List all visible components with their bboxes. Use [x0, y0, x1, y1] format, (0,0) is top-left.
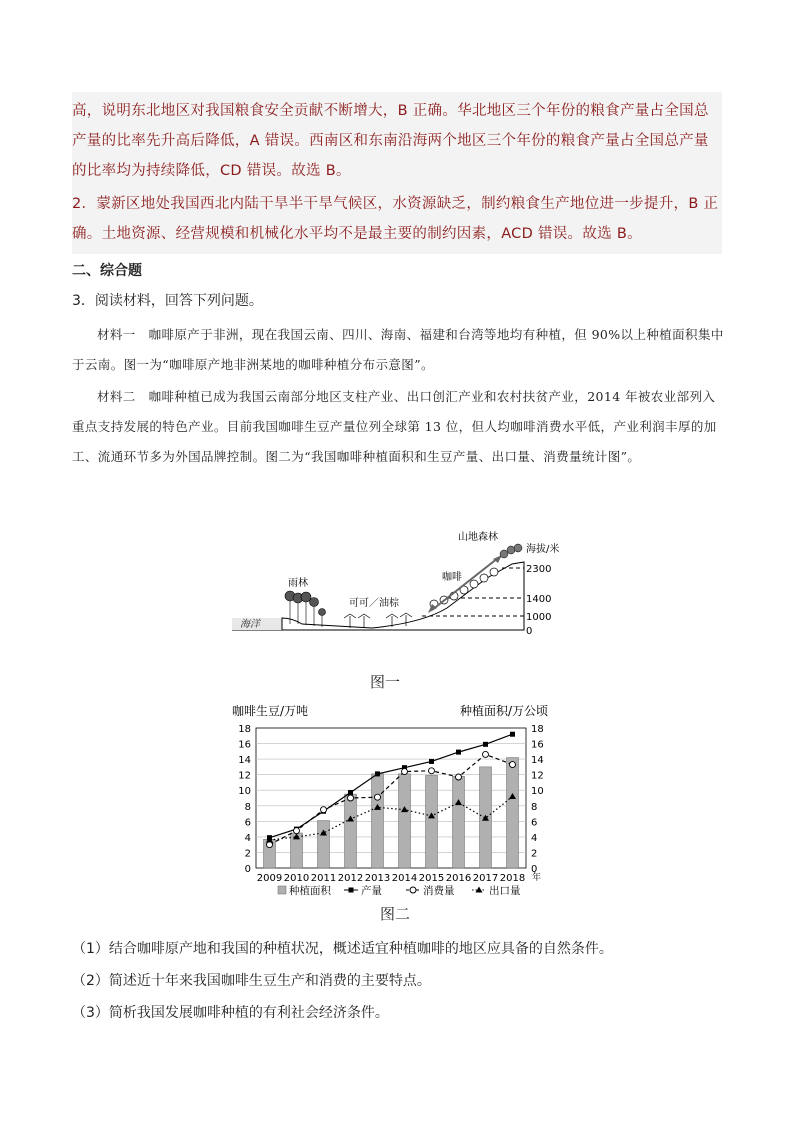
left-axis-label: 咖啡生豆/万吨 [232, 704, 309, 718]
point-consumption [456, 774, 462, 780]
x-tick-label: 2011 [310, 873, 337, 884]
x-tick-label: 2013 [364, 873, 391, 884]
y-tick-right: 2 [531, 848, 538, 860]
bar-planting-area [399, 774, 411, 868]
point-consumption [267, 842, 273, 848]
legend-production: 产量 [361, 885, 382, 897]
x-tick-label: 2017 [472, 873, 499, 884]
y-tick-right: 16 [531, 739, 544, 751]
material-1: 材料一 咖啡原产于非洲，现在我国云南、四川、海南、福建和台湾等地均有种植，但 90%以上种植面积集中于云南。图一为“咖啡原产地非洲某地的咖啡种植分布示意图”。 [72, 327, 724, 372]
question-3: （3）简析我国发展咖啡种植的有利社会经济条件。 [72, 1005, 389, 1021]
figure2-caption: 图二 [380, 905, 411, 923]
altitude-1400: 1400 [526, 594, 552, 605]
bar-planting-area [453, 776, 465, 868]
cocoa-label: 可可／油棕 [349, 598, 399, 609]
y-tick-left: 12 [238, 770, 251, 782]
legend-consumption: 消费量 [423, 885, 455, 897]
y-tick-left: 14 [238, 755, 251, 767]
y-tick-left: 8 [244, 801, 251, 813]
y-tick-right: 0 [531, 864, 538, 875]
altitude-1000: 1000 [526, 612, 552, 623]
altitude-0: 0 [526, 626, 533, 637]
mountain-forest-label: 山地森林 [458, 532, 498, 543]
y-tick-right: 12 [531, 770, 544, 782]
coffee-label: 咖啡 [442, 572, 462, 583]
point-consumption [348, 795, 354, 801]
point-production [456, 750, 461, 755]
x-tick-label: 2012 [337, 873, 364, 884]
y-tick-left: 16 [238, 739, 251, 751]
x-tick-label: 2016 [445, 873, 472, 884]
y-tick-left: 0 [244, 864, 251, 875]
y-tick-right: 4 [531, 832, 538, 844]
figure1-caption: 图一 [370, 673, 401, 691]
point-consumption [510, 762, 516, 768]
y-tick-right: 8 [531, 801, 538, 813]
point-production [375, 771, 380, 776]
altitude-2300: 2300 [526, 564, 552, 575]
legend-production-marker [349, 888, 354, 893]
line-circle [270, 754, 513, 844]
bar-planting-area [345, 794, 357, 868]
point-consumption [402, 769, 408, 775]
material-2: 材料二 咖啡种植已成为我国云南部分地区支柱产业、出口创汇产业和农村扶贫产业，2014 年被农业部列入重点支持发展的特色产业。目前我国咖啡生豆产量位列全球第 13 位，但人均咖啡消费水平低，产业利润丰厚的加工、流通环节多为外国品牌控制。图二为“我国咖啡种植面积和生豆产量、出口量、消费量统计图”。 [72, 389, 717, 464]
bar-planting-area [426, 775, 438, 868]
y-tick-left: 4 [244, 832, 251, 844]
question-stem: 3．阅读材料，回答下列问题。 [72, 293, 263, 309]
answer-text-2: 2．蒙新区地处我国西北内陆干旱半干旱气候区，水资源缺乏，制约粮食生产地位进一步提升，B 正确。土地资源、经营规模和机械化水平均不是最主要的制约因素，ACD 错误。故选 B。 [72, 196, 719, 242]
section-title: 二、综合题 [72, 263, 142, 279]
y-tick-left: 2 [244, 848, 251, 860]
y-tick-left: 6 [244, 817, 251, 829]
x-tick-label: 2009 [256, 873, 283, 884]
point-consumption [429, 768, 435, 774]
point-consumption [375, 794, 381, 800]
point-consumption [294, 828, 300, 834]
rainforest-label: 雨林 [288, 578, 308, 589]
legend-bar-swatch [278, 886, 286, 894]
figure1-diagram [232, 528, 562, 640]
legend-planting-area: 种植面积 [289, 885, 331, 897]
point-production [348, 790, 353, 795]
bar-planting-area [372, 774, 384, 868]
y-tick-left: 10 [238, 786, 251, 798]
mountain-forest-trees [500, 544, 522, 558]
y-tick-right: 14 [531, 755, 544, 767]
bar-planting-area [318, 821, 330, 868]
x-tick-label: 2015 [418, 873, 445, 884]
answer-explanation-box [72, 92, 722, 254]
answer-text-1: 高，说明东北地区对我国粮食安全贡献不断增大，B 正确。华北地区三个年份的粮食产量占全国总产量的比率先升高后降低，A 错误。西南区和东南沿海两个地区三个年份的粮食产量占全国总产量的比率均为持续降低，CD 错误。故选 B。 [72, 103, 709, 179]
y-tick-right: 6 [531, 817, 538, 829]
x-unit-label: 年 [532, 873, 542, 883]
question-2: （2）简述近十年来我国咖啡生豆生产和消费的主要特点。 [72, 973, 431, 989]
point-production [429, 759, 434, 764]
y-tick-right: 10 [531, 786, 544, 798]
figure2-chart [226, 700, 576, 900]
x-tick-label: 2010 [283, 873, 310, 884]
x-tick-label: 2018 [499, 873, 526, 884]
point-production [483, 742, 488, 747]
legend-export: 出口量 [489, 885, 521, 897]
ocean-label: 海洋 [240, 619, 260, 630]
question-1: （1）结合咖啡原产地和我国的种植状况，概述适宜种植咖啡的地区应具备的自然条件。 [72, 941, 613, 957]
point-consumption [321, 807, 327, 813]
point-consumption [483, 751, 489, 757]
terrain-profile [282, 562, 524, 630]
altitude-axis-label: 海拔/米 [526, 544, 560, 555]
right-axis-label: 种植面积/万公顷 [460, 704, 549, 718]
x-tick-label: 2014 [391, 873, 418, 884]
y-tick-left: 18 [238, 724, 251, 735]
legend-consumption-marker [410, 887, 416, 893]
line-square [270, 734, 513, 837]
line-triangle [270, 796, 513, 840]
point-production [510, 732, 515, 737]
bar-planting-area [507, 758, 519, 868]
y-tick-right: 18 [531, 724, 544, 735]
